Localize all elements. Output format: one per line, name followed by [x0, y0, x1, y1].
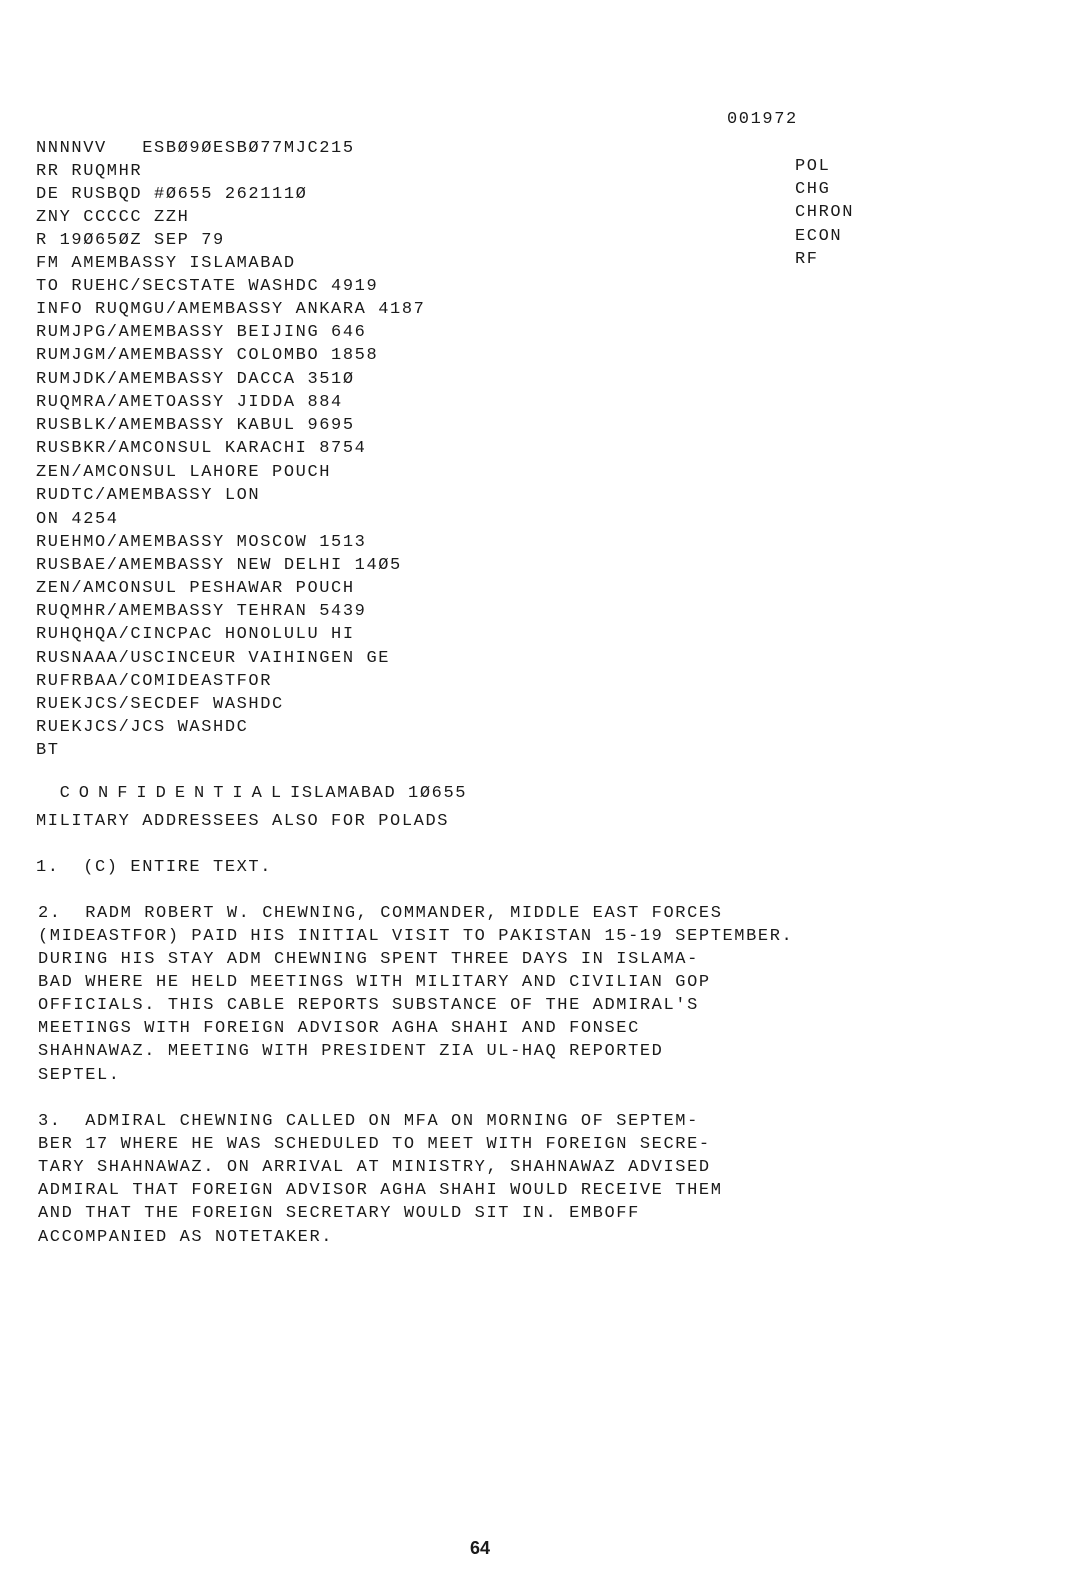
header-line: RUMJPG/AMEMBASSY BEIJING 646 — [36, 323, 367, 342]
header-line: RUSBKR/AMCONSUL KARACHI 8754 — [36, 439, 367, 458]
paragraph-2-line: DURING HIS STAY ADM CHEWNING SPENT THREE DAYS IN ISLAMA- — [38, 950, 699, 969]
header-line: RUSBLK/AMEMBASSY KABUL 9695 — [36, 416, 355, 435]
header-line: INFO RUQMGU/AMEMBASSY ANKARA 4187 — [36, 300, 426, 319]
paragraph-3-line: TARY SHAHNAWAZ. ON ARRIVAL AT MINISTRY, SHAHNAWAZ ADVISED — [38, 1158, 711, 1177]
distribution-item: CHRON — [795, 203, 855, 222]
paragraph-2-line: SEPTEL. — [38, 1066, 121, 1085]
paragraph-3-line: ACCOMPANIED AS NOTETAKER. — [38, 1228, 334, 1247]
distribution-item: POL — [795, 157, 831, 176]
paragraph-3-line: AND THAT THE FOREIGN SECRETARY WOULD SIT IN. EMBOFF — [38, 1204, 640, 1223]
header-line: RUDTC/AMEMBASSY LON — [36, 486, 261, 505]
document-number: 001972 — [727, 110, 798, 129]
header-line: RUSNAAA/USCINCEUR VAIHINGEN GE — [36, 649, 391, 668]
paragraph-2-line: 2. RADM ROBERT W. CHEWNING, COMMANDER, MIDDLE EAST FORCES — [38, 904, 723, 923]
classification-line — [36, 764, 467, 804]
page-number: 64 — [470, 1538, 491, 1558]
header-line: FM AMEMBASSY ISLAMABAD — [36, 254, 296, 273]
header-line: ON 4254 — [36, 510, 119, 529]
header-line: RUSBAE/AMEMBASSY NEW DELHI 14Ø5 — [36, 556, 402, 575]
paragraph-3-line: BER 17 WHERE HE WAS SCHEDULED TO MEET WITH FOREIGN SECRE- — [38, 1135, 711, 1154]
paragraph-3-line: ADMIRAL THAT FOREIGN ADVISOR AGHA SHAHI WOULD RECEIVE THEM — [38, 1181, 723, 1200]
distribution-item: RF — [795, 250, 819, 269]
header-line: ZEN/AMCONSUL LAHORE POUCH — [36, 463, 332, 482]
header-line: RUFRBAA/COMIDEASTFOR — [36, 672, 273, 691]
classification-suffix: ISLAMABAD 1Ø655 — [290, 784, 468, 803]
paragraph-1: 1. (C) ENTIRE TEXT. — [36, 858, 273, 877]
header-line: BT — [36, 741, 60, 760]
distribution-item: CHG — [795, 180, 831, 199]
header-line: RUEKJCS/JCS WASHDC — [36, 718, 249, 737]
header-line: ZEN/AMCONSUL PESHAWAR POUCH — [36, 579, 355, 598]
header-line: ZNY CCCCC ZZH — [36, 208, 190, 227]
military-addressees-line: MILITARY ADDRESSEES ALSO FOR POLADS — [36, 812, 450, 831]
distribution-item: ECON — [795, 227, 843, 246]
paragraph-2-line: (MIDEASTFOR) PAID HIS INITIAL VISIT TO PAKISTAN 15-19 SEPTEMBER. — [38, 927, 794, 946]
classification-label: CONFIDENTIAL — [59, 784, 291, 803]
header-line: RUHQHQA/CINCPAC HONOLULU HI — [36, 625, 355, 644]
header-line: RUMJGM/AMEMBASSY COLOMBO 1858 — [36, 346, 379, 365]
header-line: RUEKJCS/SECDEF WASHDC — [36, 695, 284, 714]
header-line: RUEHMO/AMEMBASSY MOSCOW 1513 — [36, 533, 367, 552]
header-line: TO RUEHC/SECSTATE WASHDC 4919 — [36, 277, 379, 296]
paragraph-3-line: 3. ADMIRAL CHEWNING CALLED ON MFA ON MORNING OF SEPTEM- — [38, 1112, 699, 1131]
header-line: RR RUQMHR — [36, 162, 143, 181]
header-line: RUQMRA/AMETOASSY JIDDA 884 — [36, 393, 343, 412]
paragraph-2-line: BAD WHERE HE HELD MEETINGS WITH MILITARY AND CIVILIAN GOP — [38, 973, 711, 992]
header-line: DE RUSBQD #Ø655 262111Ø — [36, 185, 308, 204]
paragraph-2-line: SHAHNAWAZ. MEETING WITH PRESIDENT ZIA UL-HAQ REPORTED — [38, 1042, 664, 1061]
header-line: RUMJDK/AMEMBASSY DACCA 351Ø — [36, 370, 355, 389]
header-line: NNNNVV ESBØ9ØESBØ77MJC215 — [36, 139, 355, 158]
paragraph-2-line: OFFICIALS. THIS CABLE REPORTS SUBSTANCE OF THE ADMIRAL'S — [38, 996, 699, 1015]
header-line: RUQMHR/AMEMBASSY TEHRAN 5439 — [36, 602, 367, 621]
header-line: R 19Ø65ØZ SEP 79 — [36, 231, 225, 250]
paragraph-2-line: MEETINGS WITH FOREIGN ADVISOR AGHA SHAHI AND FONSEC — [38, 1019, 640, 1038]
